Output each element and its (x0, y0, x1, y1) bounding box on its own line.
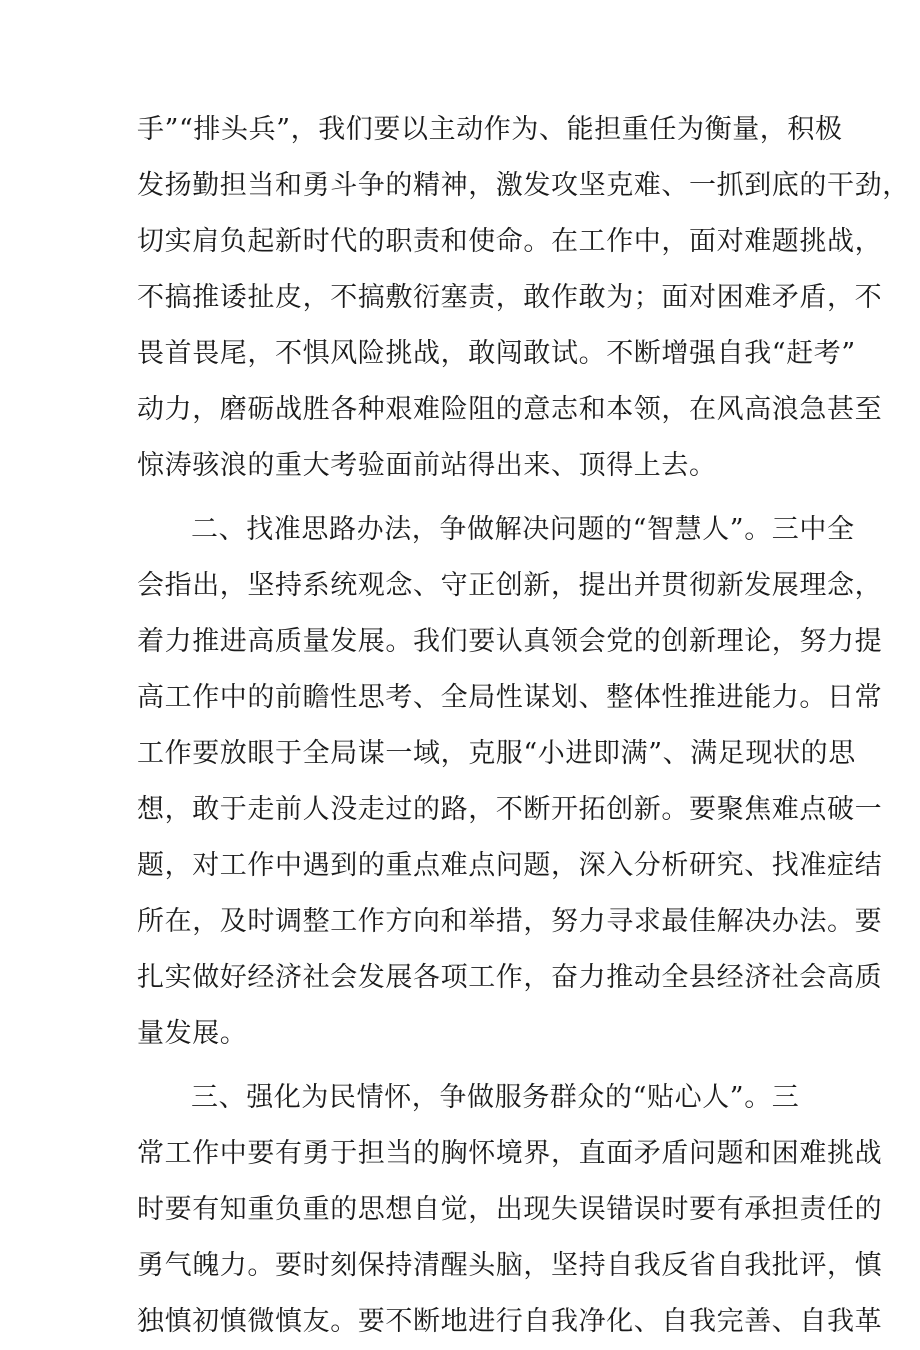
text-line: 题，对工作中遇到的重点难点问题，深入分析研究、找准症结 (137, 850, 883, 881)
text-line: 会指出，坚持系统观念、守正创新，提出并贯彻新发展理念， (137, 570, 883, 601)
text-line: 时要有知重负重的思想自觉，出现失误错误时要有承担责任的 (137, 1194, 883, 1225)
section-heading-line: 三、强化为民情怀，争做服务群众的“贴心人”。三 (191, 1082, 800, 1113)
text-line: 扎实做好经济社会发展各项工作，奋力推动全县经济社会高质 (137, 962, 883, 993)
text-line: 手”“排头兵”，我们要以主动作为、能担重任为衡量，积极 (137, 114, 843, 145)
text-line: 独慎初慎微慎友。要不断地进行自我净化、自我完善、自我革 (137, 1306, 883, 1337)
section-heading-line: 二、找准思路办法，争做解决问题的“智慧人”。三中全 (191, 514, 855, 545)
document-body (137, 102, 910, 1350)
text-line: 所在，及时调整工作方向和举措，努力寻求最佳解决办法。要 (137, 906, 883, 937)
text-line: 工作要放眼于全局谋一域，克服“小进即满”、满足现状的思 (137, 738, 856, 769)
text-line: 不搞推诿扯皮，不搞敷衍塞责，敢作敢为；面对困难矛盾，不 (137, 282, 883, 313)
text-line: 想，敢于走前人没走过的路，不断开拓创新。要聚焦难点破一 (137, 794, 883, 825)
text-line: 畏首畏尾，不惧风险挑战，敢闯敢试。不断增强自我“赶考” (137, 338, 856, 369)
text-line: 切实肩负起新时代的职责和使命。在工作中，面对难题挑战， (137, 226, 883, 257)
paragraph-gap (137, 494, 797, 502)
text-line: 量发展。 (137, 1018, 248, 1049)
text-line: 惊涛骇浪的重大考验面前站得出来、顶得上去。 (137, 450, 717, 481)
text-line: 着力推进高质量发展。我们要认真领会党的创新理论，努力提 (137, 626, 883, 657)
text-line: 高工作中的前瞻性思考、全局性谋划、整体性推进能力。日常 (137, 682, 883, 713)
text-line: 动力，磨砺战胜各种艰难险阻的意志和本领，在风高浪急甚至 (137, 394, 883, 425)
text-line: 勇气魄力。要时刻保持清醒头脑，坚持自我反省自我批评，慎 (137, 1250, 883, 1281)
paragraph-gap (137, 1062, 797, 1070)
text-line: 发扬勤担当和勇斗争的精神，激发攻坚克难、一抓到底的干劲， (137, 170, 910, 201)
text-line: 常工作中要有勇于担当的胸怀境界，直面矛盾问题和困难挑战 (137, 1138, 883, 1169)
